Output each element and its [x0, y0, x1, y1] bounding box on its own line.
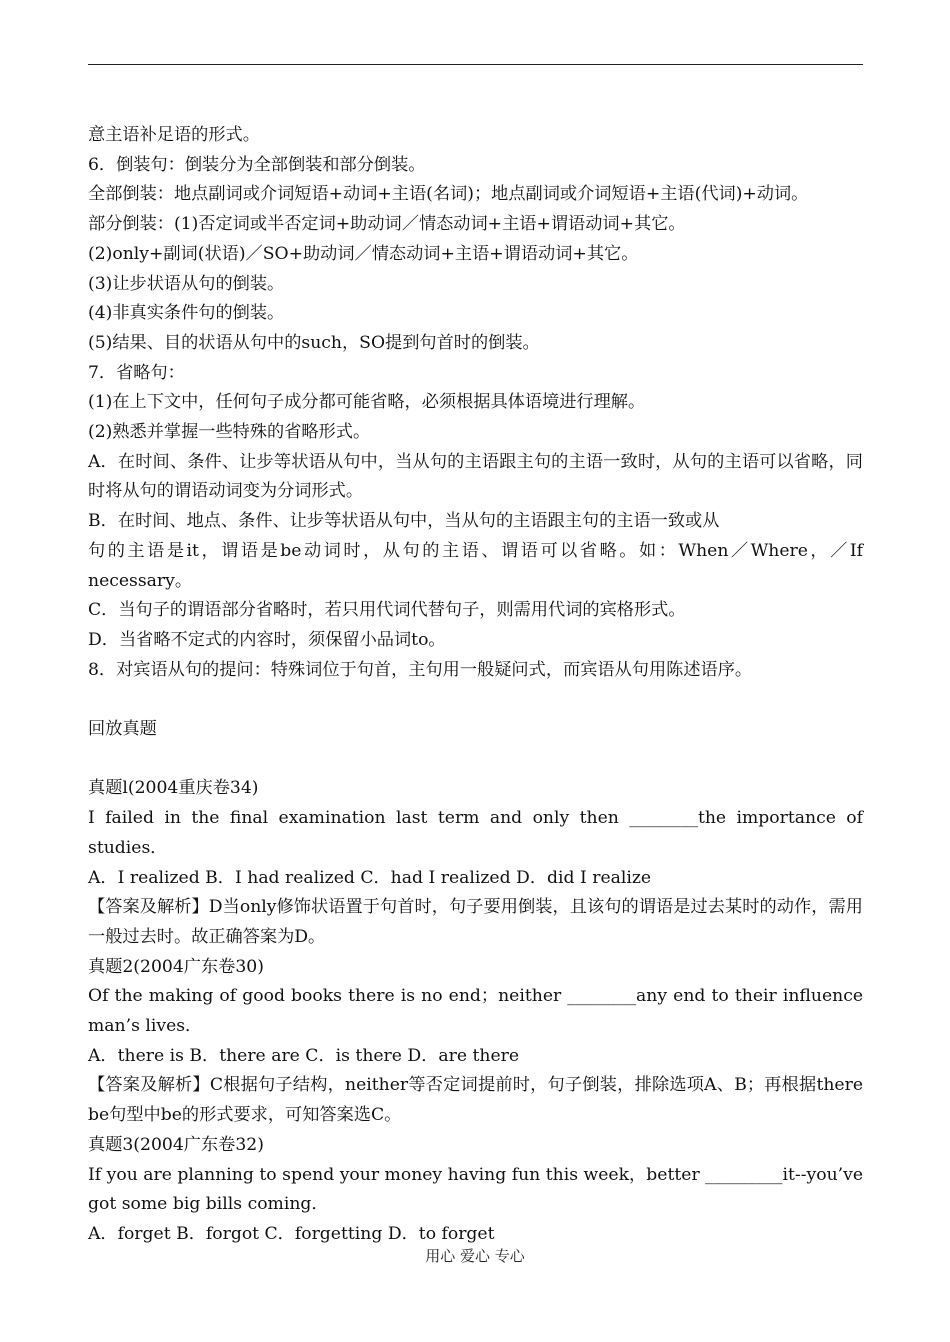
question-options: A．there is B．there are C．is there D．are there [88, 1045, 520, 1066]
text-line: C．当句子的谓语部分省略时，若只用代词代替句子，则需用代词的宾格形式。 [88, 600, 686, 621]
text-paragraph: 句的主语是it，谓语是be动词时，从句的主语、谓语可以省略。如：When／Where，／If necessary。 [88, 540, 863, 591]
answer-explanation: 【答案及解析】C根据句子结构，neither等否定词提前时，句子倒装，排除选项A、B；再根据there be句型中be的形式要求，可知答案选C。 [88, 1075, 863, 1126]
question-title: 真题2(2004广东卷30) [88, 956, 264, 977]
page-footer: 用心 爱心 专心 [425, 1247, 525, 1265]
text-paragraph: A．在时间、条件、让步等状语从句中，当从句的主语跟主句的主语一致时，从句的主语可以省略，同时将从句的谓语动词变为分词形式。 [88, 451, 863, 502]
text-line: (3)让步状语从句的倒装。 [88, 273, 285, 294]
text-line: D．当省略不定式的内容时，须保留小品词to。 [88, 629, 446, 650]
section-heading: 7．省略句： [88, 362, 185, 383]
answer-explanation: 【答案及解析】D当only修饰状语置于句首时，句子要用倒装，且该句的谓语是过去某时的动作，需用一般过去时。故正确答案为D。 [88, 897, 863, 947]
question-stem: I failed in the final examination last term and only then ________the importance of studies． [88, 808, 863, 858]
question-title: 真题3(2004广东卷32) [88, 1134, 264, 1155]
text-line: 意主语补足语的形式。 [88, 125, 260, 145]
text-line: (2)熟悉并掌握一些特殊的省略形式。 [88, 422, 371, 443]
text-line: 部分倒装：(1)否定词或半否定词+助动词／情态动词+主语+谓语动词+其它。 [88, 214, 686, 235]
text-line: 8．对宾语从句的提问：特殊词位于句首，主句用一般疑问式，而宾语从句用陈述语序。 [88, 659, 753, 680]
question-options: A．I realized B．I had realized C．had I realized D．did I realize [88, 867, 652, 888]
text-line: B．在时间、地点、条件、让步等状语从句中，当从句的主语跟主句的主语一致或从 [88, 511, 720, 532]
text-line: (2)only+副词(状语)／SO+助动词／情态动词+主语+谓语动词+其它。 [88, 243, 639, 264]
question-title: 真题l(2004重庆卷34) [88, 778, 259, 799]
header-rule [88, 64, 863, 65]
question-options: A．forget B．forgot C．forgetting D．to forget [88, 1223, 495, 1244]
document-body [88, 121, 863, 1250]
text-line: (1)在上下文中，任何句子成分都可能省略，必须根据具体语境进行理解。 [88, 392, 646, 413]
text-line: 全部倒装：地点副词或介词短语+动词+主语(名词)；地点副词或介词短语+主语(代词)+动词。 [88, 184, 809, 205]
question-stem: Of the making of good books there is no end；neither ________any end to their influence man’s lives． [88, 986, 863, 1037]
text-line: 6．倒装句：倒装分为全部倒装和部分倒装。 [88, 154, 426, 175]
text-line: (5)结果、目的状语从句中的such，SO提到句首时的倒装。 [88, 332, 540, 353]
section-heading: 回放真题 [88, 719, 157, 740]
question-stem: If you are planning to spend your money having fun this week，better _________it--you’ve got some big bills coming． [88, 1164, 863, 1215]
text-line: (4)非真实条件句的倒装。 [88, 303, 285, 324]
blank-line [88, 685, 863, 715]
blank-line [88, 745, 863, 775]
